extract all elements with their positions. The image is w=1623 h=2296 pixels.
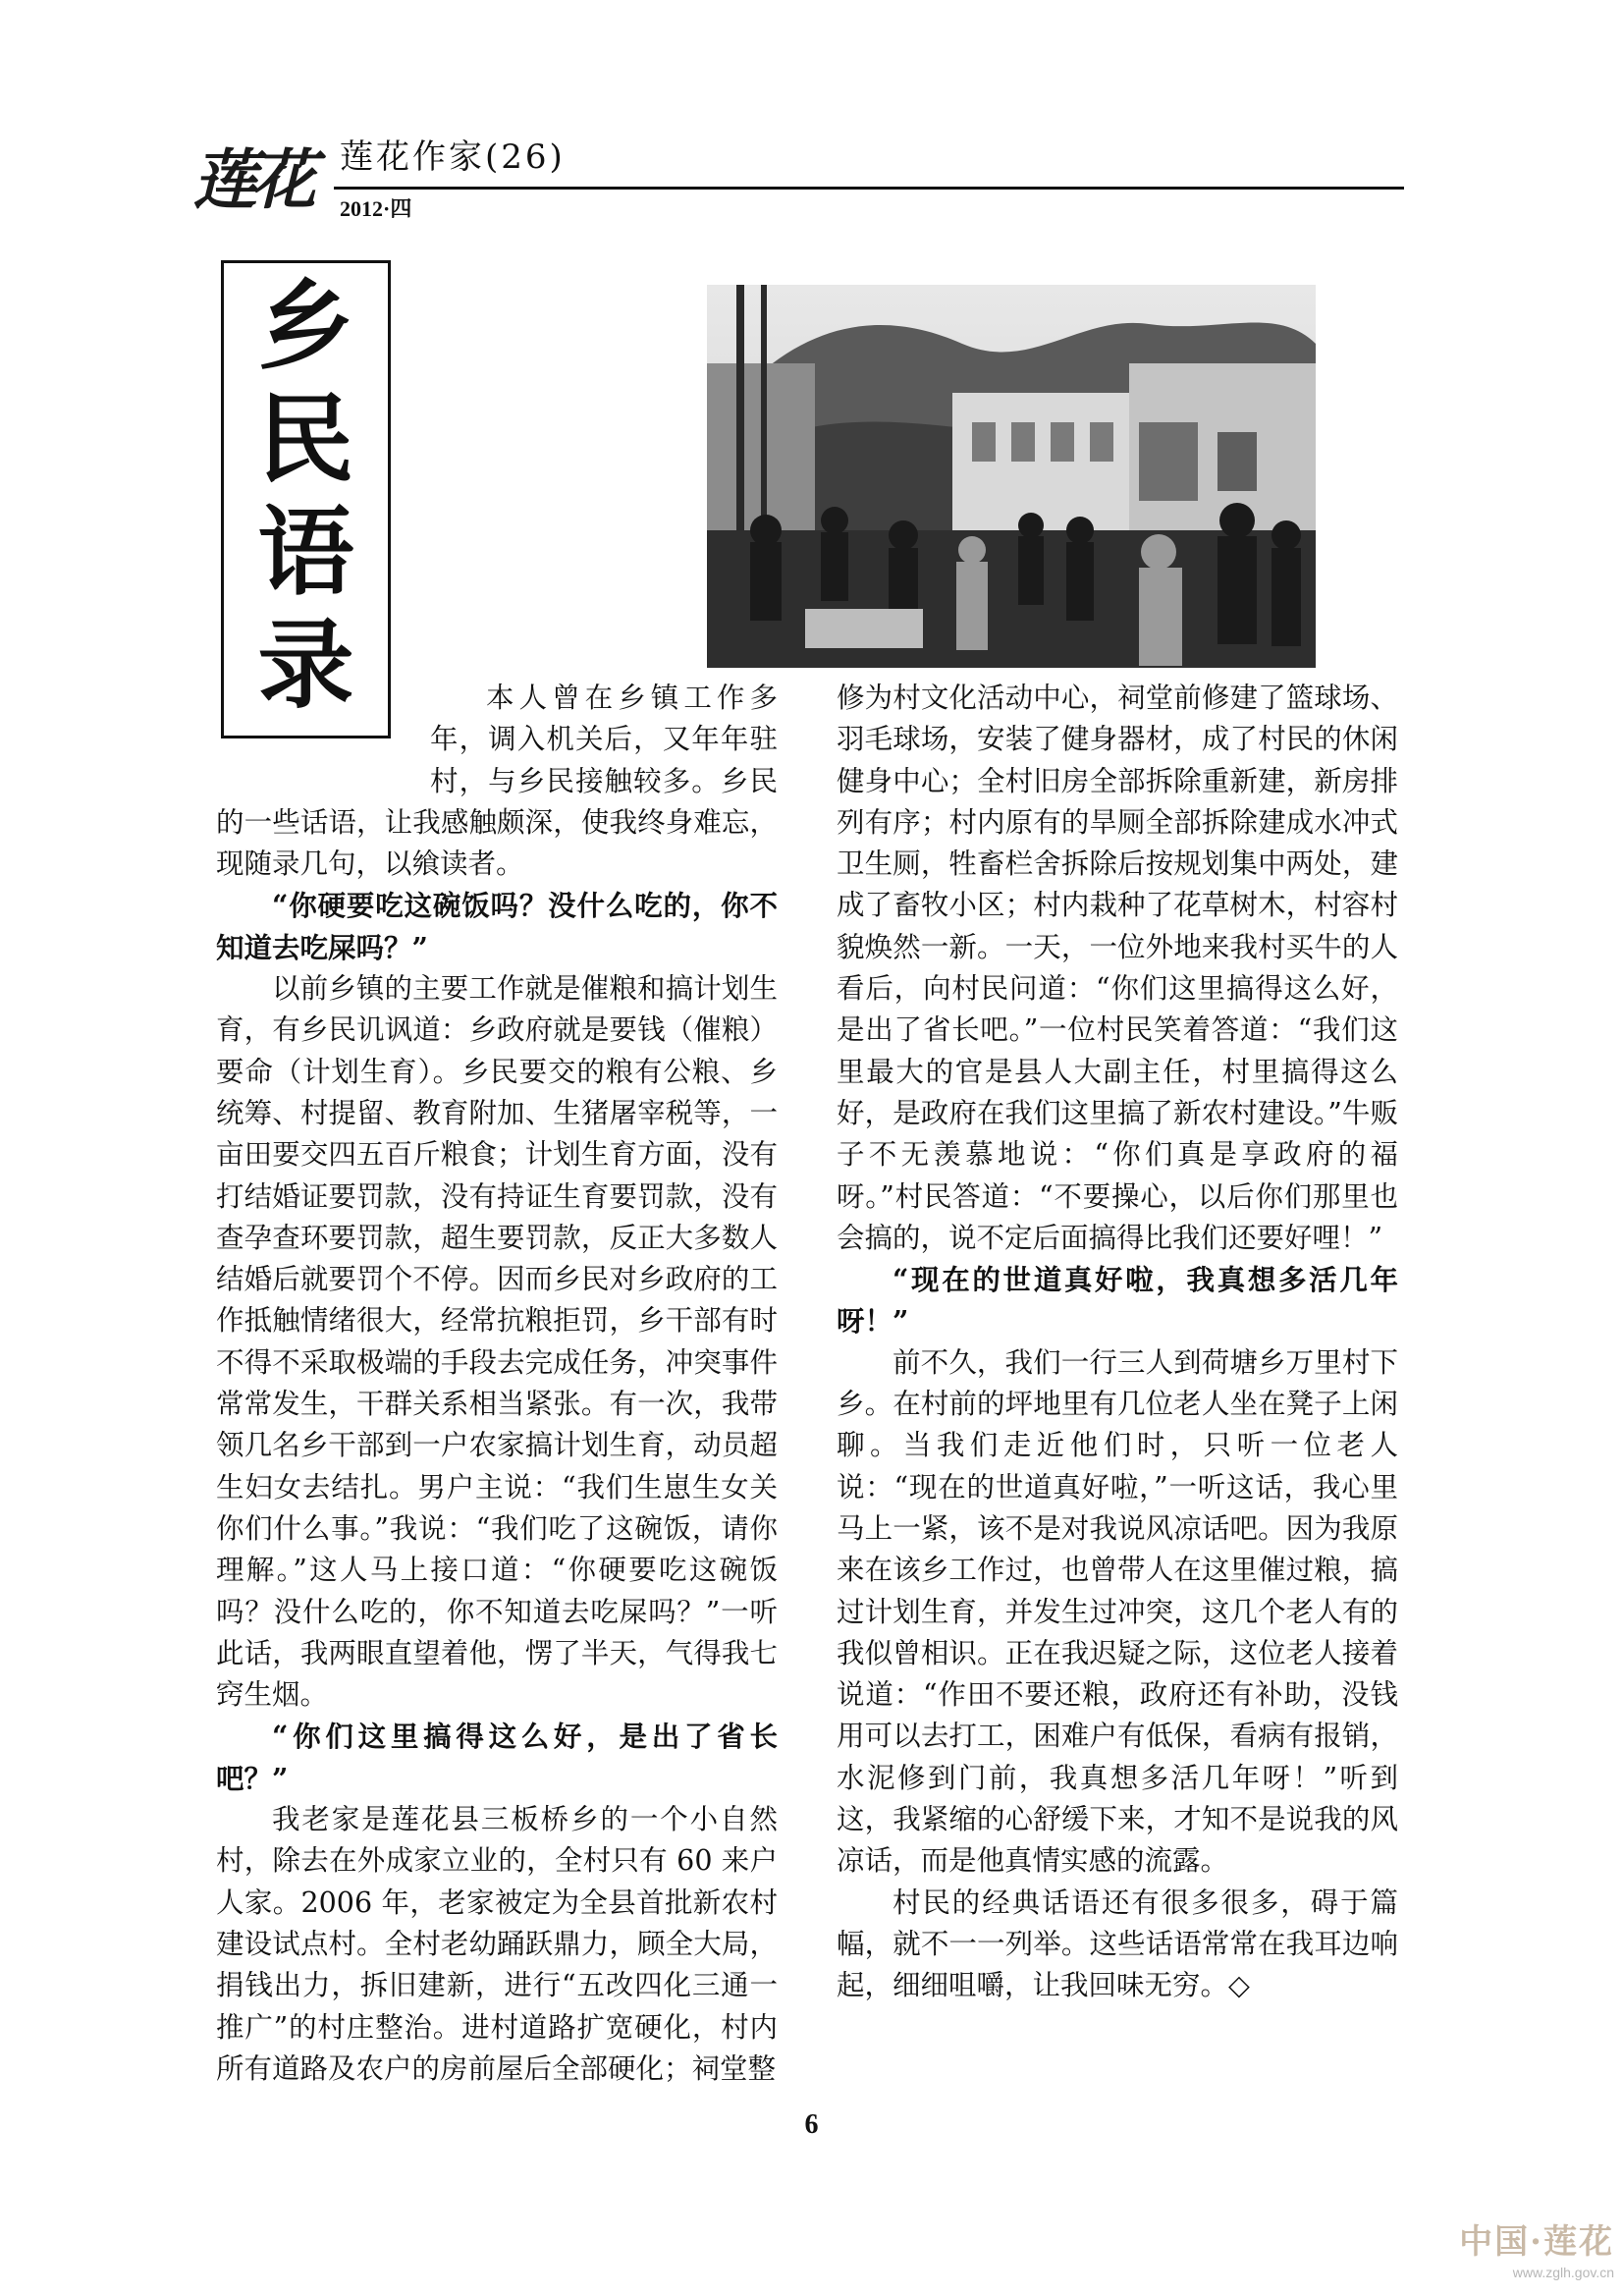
title-wrap-spacer xyxy=(216,678,430,768)
header-rule xyxy=(334,187,1404,190)
article-left-column xyxy=(216,678,778,2085)
title-char: 录 xyxy=(257,609,354,722)
closing-paragraph: 村民的经典话语还有很多很多，碍于篇幅，就不一一列举。这些话语常常在我耳边响起，细细咀嚼，让我回味无穷。◇ xyxy=(837,1886,1398,2002)
magazine-title: 莲花作家(26) xyxy=(340,137,566,177)
article-paragraph: 我老家是莲花县三板桥乡的一个小自然村，除去在外成家立业的，全村只有 60 来户人家。2006 年，老家被定为全县首批新农村建设试点村。全村老幼踊跃鼎力，顾全大局，捐钱出力，拆旧建新，进行“五改四化三通一推广”的村庄整治。进村道路扩宽硬化，村内所有道路及农户的房前屋后全部硬化；祠堂整 xyxy=(216,1803,778,2085)
article-paragraph: 前不久，我们一行三人到荷塘乡万里村下乡。在村前的坪地里有几位老人坐在凳子上闲聊。当我们走近他们时，只听一位老人说：“现在的世道真好啦，”一听这话，我心里马上一紧，该不是对我说风凉话吧。因为我原来在该乡工作过，也曾带人在这里催过粮，搞过计划生育，并发生过冲突，这几个老人有的我似曾相识。正在我迟疑之际，这位老人接着说道：“作田不要还粮，政府还有补助，没钱用可以去打工，困难户有低保，看病有报销，水泥修到门前，我真想多活几年呀！”听到这，我紧缩的心舒缓下来，才知不是说我的风凉话，而是他真情实感的流露。 xyxy=(837,1345,1398,1878)
page-number: 6 xyxy=(804,2109,819,2140)
article-title-box xyxy=(221,260,391,738)
article-paragraph: 以前乡镇的主要工作就是催粮和搞计划生育，有乡民讥讽道：乡政府就是要钱（催粮）要命（计划生育）。乡民要交的粮有公粮、乡统筹、村提留、教育附加、生猪屠宰税等，一亩田要交四五百斤粮食；计划生育方面，没有打结婚证要罚款，没有持证生育要罚款，没有查孕查环要罚款，超生要罚款，反正大多数人结婚后就要罚个不停。因而乡民对乡政府的工作抵触情绪很大，经常抗粮拒罚，乡干部有时不得不采取极端的手段去完成任务，冲突事件常常发生，干群关系相当紧张。有一次，我带领几名乡干部到一户农家搞计划生育，动员超生妇女去结扎。男户主说：“我们生崽生女关你们什么事。”我说：“我们吃了这碗饭，请你理解。”这人马上接口道：“你硬要吃这碗饭吗？没什么吃的，你不知道去吃屎吗？”一听此话，我两眼直望着他，愣了半天，气得我七窍生烟。 xyxy=(216,972,778,1712)
article-paragraph-continued: 修为村文化活动中心，祠堂前修建了篮球场、羽毛球场，安装了健身器材，成了村民的休闲健身中心；全村旧房全部拆除重新建，新房排列有序；村内原有的旱厕全部拆除建成水冲式卫生厕，牲畜栏舍拆除后按规划集中两处，建成了畜牧小区；村内栽种了花草树木，村容村貌焕然一新。一天，一位外地来我村买牛的人看后，向村民问道：“你们这里搞得这么好，是出了省长吧。”一位村民笑着答道：“我们这里最大的官是县人大副主任，村里搞得这么好，是政府在我们这里搞了新农村建设。”牛贩子不无羡慕地说：“你们真是享政府的福呀。”村民答道：“不要操心，以后你们那里也会搞的，说不定后面搞得比我们还要好哩！” xyxy=(837,682,1398,1254)
title-char: 语 xyxy=(257,496,354,609)
section-heading: “现在的世道真好啦，我真想多活几年呀！” xyxy=(837,1263,1398,1339)
photo-illustration xyxy=(707,285,1316,668)
title-char: 乡 xyxy=(257,270,354,383)
village-market-photo xyxy=(707,285,1316,668)
article-right-column xyxy=(837,678,1398,2072)
intro-paragraph: 本人曾在乡镇工作多年，调入机关后，又年年驻村，与乡民接触较多。乡民的一些话语，让我感触颇深，使我终身难忘，现随录几句，以飨读者。 xyxy=(216,682,778,881)
title-char: 民 xyxy=(257,383,354,496)
magazine-logo: 莲花 xyxy=(192,141,310,218)
section-heading: “你硬要吃这碗饭吗？没什么吃的，你不知道去吃屎吗？” xyxy=(216,889,778,964)
watermark-url: www.zglh.gov.cn xyxy=(1512,2265,1614,2280)
section-heading: “你们这里搞得这么好，是出了省长吧？” xyxy=(216,1720,778,1795)
issue-number: 2012·四 xyxy=(340,196,412,221)
site-watermark: 中国·莲花 xyxy=(1459,2222,1614,2262)
